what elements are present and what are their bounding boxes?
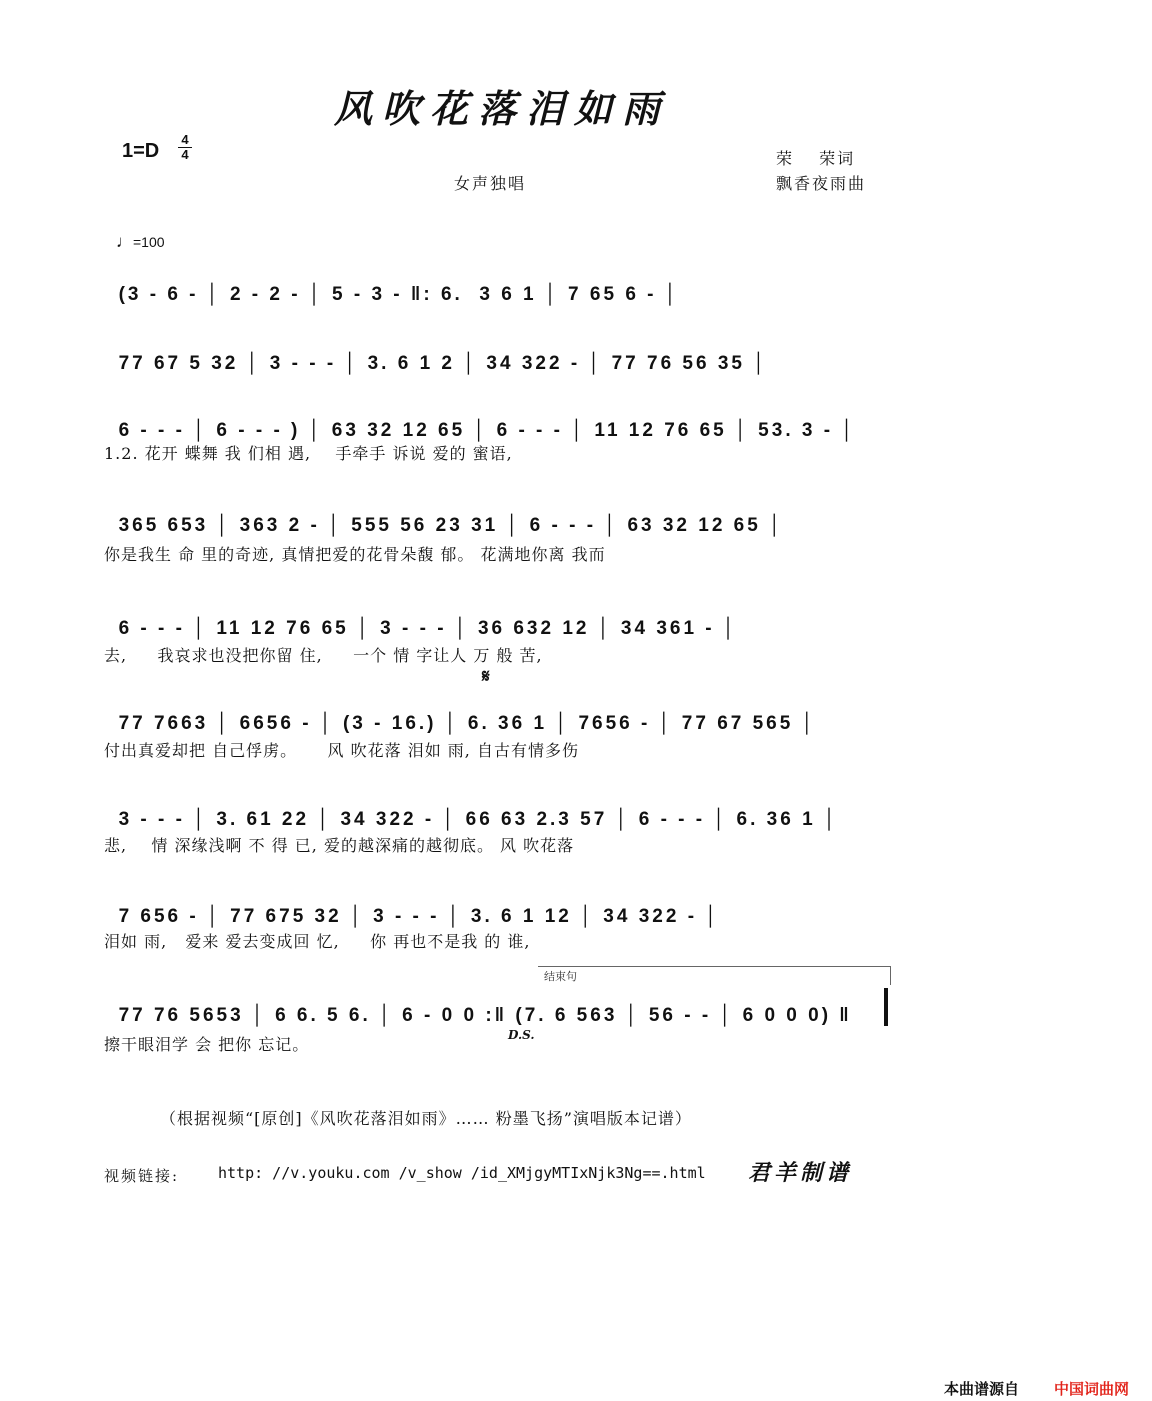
score-row-1 — [102, 262, 894, 306]
lyric-line-4: 你是我生 命 里的奇迹, 真情把爱的花骨朵馥 郁。 花满地你离 我而 — [104, 545, 606, 564]
notes: 77 7663 │ 6656 - │ (3 - 16.) │ 6. 36 1 │ 7656 - │ 77 67 565 │ — [118, 713, 817, 734]
notes: 7 656 - │ 77 675 32 │ 3 - - - │ 3. 6 1 12 │ 34 322 - │ — [118, 906, 721, 927]
notes: 6 - - - │ 11 12 76 65 │ 3 - - - │ 36 632 12 │ 34 361 - │ — [118, 618, 738, 639]
lyric-line-5: 去, 我哀求也没把你留 住, 一个 情 字让人 万 般 苦, — [104, 646, 543, 665]
notes: 77 76 5653 │ 6 6. 5 6. │ 6 - 0 0 :‖ (7. 6 563 │ 56 - - │ 6 0 0 0) ‖ — [118, 1005, 852, 1026]
score-row-5 — [102, 596, 894, 640]
segno-sign: 𝄋 — [482, 666, 490, 687]
time-signature — [178, 133, 192, 162]
score-row-9 — [102, 983, 894, 1027]
tempo-value: =100 — [133, 234, 165, 250]
source-note: （根据视频“[原创]《风吹花落泪如雨》…… 粉墨飞扬”演唱版本记谱） — [160, 1109, 692, 1128]
video-link-label: 视频链接: — [104, 1167, 180, 1185]
score-row-8 — [102, 884, 894, 928]
tempo-marking — [116, 232, 165, 252]
lyric-line-3: 1.2. 花开 蝶舞 我 们相 遇, 手牵手 诉说 爱的 蜜语, — [104, 444, 513, 463]
notes: 365 653 │ 363 2 - │ 555 56 23 31 │ 6 - - - │ 63 32 12 65 │ — [118, 515, 784, 536]
source-label: 本曲谱源自 — [944, 1380, 1020, 1398]
site-name-link[interactable]: 中国词曲网 — [1054, 1380, 1130, 1398]
key-signature: 1=D — [122, 140, 160, 162]
ending-label: 结束句 — [544, 970, 577, 983]
score-row-4 — [102, 493, 894, 537]
score-row-3 — [102, 398, 894, 442]
lyric-line-8: 泪如 雨, 爱来 爱去变成回 忆, 你 再也不是我 的 谁, — [104, 932, 531, 951]
score-row-2 — [102, 331, 894, 375]
lyric-line-9: 擦干眼泪学 会 把你 忘记。 — [104, 1035, 310, 1054]
lyricist-credit: 荣 荣词 — [776, 149, 856, 168]
final-barline — [884, 988, 888, 1026]
song-title: 风吹花落泪如雨 — [333, 86, 670, 131]
transcriber-signature: 君羊制谱 — [748, 1160, 853, 1186]
time-denominator: 4 — [181, 147, 189, 162]
score-row-7 — [102, 787, 894, 831]
performance-type: 女声独唱 — [454, 174, 527, 193]
time-numerator: 4 — [178, 133, 192, 148]
quarter-note-icon: ♩ — [116, 232, 133, 251]
dal-segno-mark: D.S. — [508, 1028, 535, 1042]
notes: 6 - - - │ 6 - - - ) │ 63 32 12 65 │ 6 - - - │ 11 12 76 65 │ 53. 3 - │ — [118, 420, 857, 441]
notes: 77 67 5 32 │ 3 - - - │ 3. 6 1 2 │ 34 322 - │ 77 76 56 35 │ — [118, 353, 769, 374]
notes: 3 - - - │ 3. 61 22 │ 34 322 - │ 66 63 2.3 57 │ 6 - - - │ 6. 36 1 │ — [118, 809, 839, 830]
composer-credit: 飘香夜雨曲 — [776, 174, 867, 193]
lyric-line-6: 付出真爱却把 自己俘虏。 风 吹花落 泪如 雨, 自古有情多伤 — [104, 741, 579, 760]
video-link-url[interactable]: http: //v.youku.com /v_show /id_XMjgyMTIxNjk3Ng==.html — [218, 1164, 706, 1182]
lyric-line-7: 悲, 情 深缘浅啊 不 得 已, 爱的越深痛的越彻底。 风 吹花落 — [104, 836, 575, 855]
score-row-6 — [102, 691, 894, 735]
notes: (3 - 6 - │ 2 - 2 - │ 5 - 3 - ‖: 6. 3 6 1 │ 7 65 6 - │ — [118, 284, 680, 305]
